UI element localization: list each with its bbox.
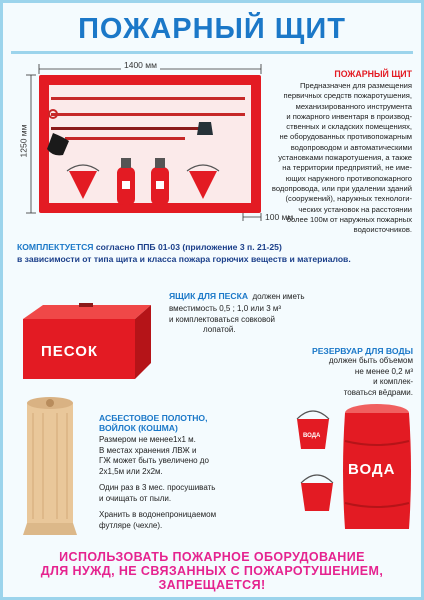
axe-handle-icon <box>51 127 201 130</box>
water-line: должен быть объемом <box>328 356 413 365</box>
cone-bucket-icon-2 <box>189 171 217 199</box>
complect-line1: согласно ППБ 01-03 (приложение 3 п. 21-25) <box>93 242 282 252</box>
water-title: РЕЗЕРВУАР ДЛЯ ВОДЫ <box>311 346 413 356</box>
blanket-title-line: ВОЙЛОК (КОШМА) <box>99 423 178 433</box>
shield-desc-line: водоисточников. <box>353 225 412 235</box>
complect-line2: в зависимости от типа щита и класса пожара горючих веществ и материалов. <box>17 254 351 264</box>
extinguisher-icon-1 <box>117 158 135 205</box>
shield-desc-line: ческих установок на расстоянии <box>298 204 412 214</box>
axe-head-icon <box>197 122 213 135</box>
poster-title: ПОЖАРНЫЙ ЩИТ <box>78 13 346 45</box>
blanket-line: футляре (чехле). <box>99 520 163 530</box>
blanket-line: 2х1,5м или 2х2м. <box>99 466 163 476</box>
blanket-line: Один раз в 3 мес. просушивать <box>99 483 216 492</box>
shield-equipment-illustration <box>39 75 261 213</box>
sand-box-illustration <box>13 301 163 383</box>
sand-line: вместимость 0,5 ; 1,0 или 3 м³ <box>169 304 282 313</box>
complect-note <box>17 241 417 265</box>
shovel-handle-icon <box>65 137 185 140</box>
water-line: товаться вёдрами. <box>343 387 413 397</box>
water-line: и комплек- <box>373 377 413 386</box>
shield-desc-line: на территории предприятий, не име- <box>282 163 412 173</box>
shield-desc-line: и пожарного инвентаря в производ- <box>286 111 412 121</box>
shield-desc-line: Предназначен для размещения <box>299 81 412 90</box>
sand-line: лопатой. <box>203 325 236 334</box>
shield-desc-line: (сооружений), наружных технологи- <box>285 194 412 204</box>
shield-desc-line: установками пожаротушения, а также <box>278 153 412 163</box>
fire-bucket-icon-2 <box>301 475 333 511</box>
shovel-icon <box>47 133 69 155</box>
sand-line: должен иметь <box>252 292 305 301</box>
shield-desc-line: не оборудованных противопожарным <box>279 132 412 142</box>
fire-bucket-icon-1 <box>297 411 329 449</box>
shield-desc-line: механизированного инструмента <box>295 101 412 111</box>
shield-depth-label: 100 мм <box>265 212 294 222</box>
cone-bucket-icon-1 <box>69 171 97 199</box>
extinguisher-icon-2 <box>151 158 169 205</box>
asbestos-blanket-illustration <box>13 393 93 543</box>
blanket-line: и очищать от пыли. <box>99 493 172 503</box>
sand-box-label: ПЕСОК <box>41 343 99 360</box>
barrel-label: ВОДА <box>348 461 396 478</box>
blanket-line: В местах хранения ЛВЖ и <box>99 445 197 455</box>
shield-desc-title: ПОЖАРНЫЙ ЩИТ <box>334 69 412 79</box>
shield-desc-line: первичных средств пожаротушения, <box>283 91 412 101</box>
warning-text <box>13 550 411 592</box>
complect-bold: КОМПЛЕКТУЕТСЯ <box>17 242 94 252</box>
blanket-line: Размером не менее1х1 м. <box>99 435 196 444</box>
blanket-title-line: АСБЕСТОВОЕ ПОЛОТНО, <box>99 413 208 423</box>
water-line: не менее 0,2 м³ <box>354 366 413 376</box>
shield-desc-line: водопровода, или при удалении зданий <box>271 183 412 193</box>
warning-line: ИСПОЛЬЗОВАТЬ ПОЖАРНОЕ ОБОРУДОВАНИЕ <box>59 550 365 564</box>
shield-desc-line: ственных и складских помещениях, <box>286 122 412 132</box>
sand-line: и комплектоваться совковой <box>169 314 276 324</box>
shield-height-label: 1250 мм <box>18 124 29 158</box>
warning-line: ДЛЯ НУЖД, НЕ СВЯЗАННЫХ С ПОЖАРОТУШЕНИЕМ, <box>40 564 384 578</box>
shield-desc-line: ющих наружного противопожарного <box>285 173 412 183</box>
shield-desc-line: более 100м от наружных пожарных <box>286 214 412 224</box>
shield-width-label: 1400 мм <box>121 60 160 70</box>
crowbar-icon <box>51 97 245 100</box>
blanket-line: Хранить в водонепроницаемом <box>99 510 217 519</box>
bucket-label: ВОДА <box>303 433 321 439</box>
blanket-line: ГЖ может быть увеличено до <box>99 456 209 465</box>
hook-pole-icon <box>51 113 245 116</box>
shield-desc-line: водопроводом и автоматическими <box>290 142 412 152</box>
warning-line: ЗАПРЕЩАЕТСЯ! <box>158 578 266 592</box>
sand-title: ЯЩИК ДЛЯ ПЕСКА <box>169 291 249 301</box>
